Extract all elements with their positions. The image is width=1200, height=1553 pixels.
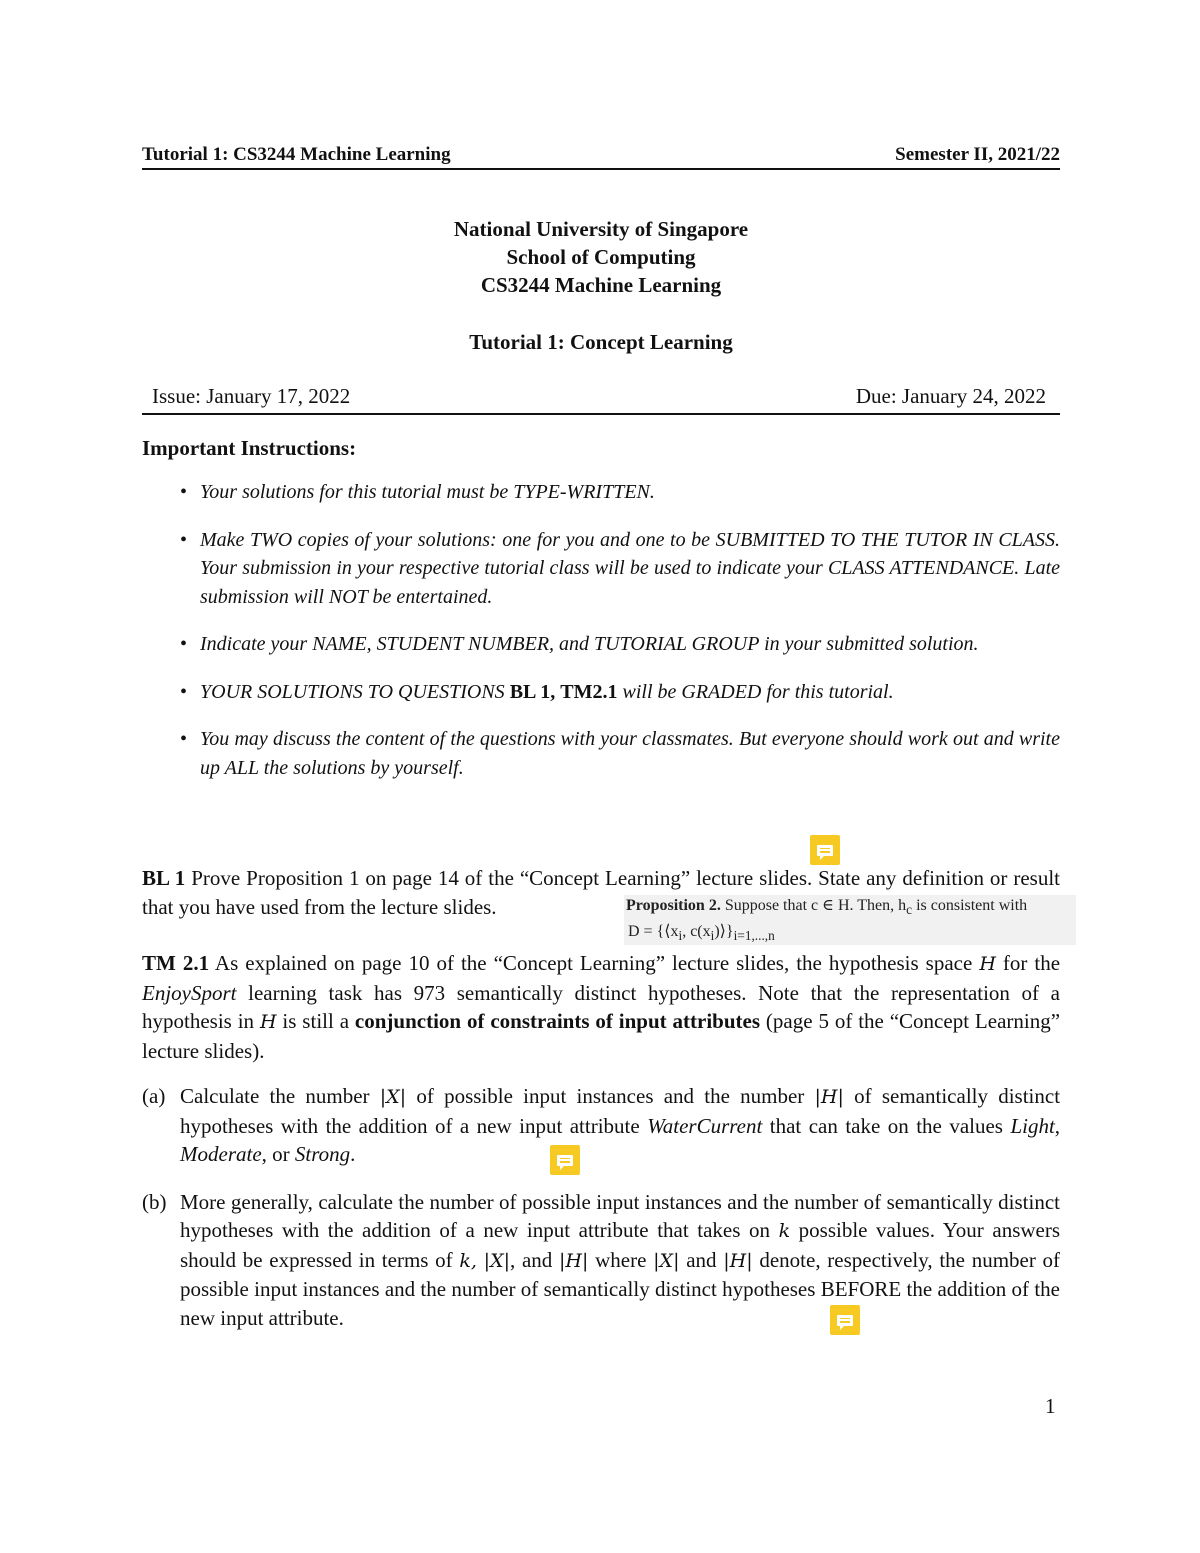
- bullet-icon: •: [180, 728, 188, 750]
- question-tm21: TM 2.1 As explained on page 10 of the “Concept Learning” lecture slides, the hypothesis space H for the EnjoySport learning task has 973 semantically distinct hypotheses. Note that the representation of a hypothesis in H is still a conjunction of constraints of input attributes (page 5 of the “Concept Learning” lecture slides).: [142, 951, 1061, 1063]
- instructions-list: [142, 478, 1060, 801]
- bullet-icon: •: [180, 680, 188, 703]
- graded-question-bl1: BL 1: [509, 680, 551, 703]
- header-left: Tutorial 1: CS3244 Machine Learning: [142, 144, 451, 165]
- instruction-item: • You may discuss the content of the questions with your classmates. But everyone should work out and write up ALL the solutions by yourself.: [142, 725, 1060, 782]
- running-header: [142, 140, 1060, 170]
- due-date: Due: January 24, 2022: [855, 384, 1046, 408]
- question-label: TM 2.1: [142, 951, 210, 975]
- question-label: BL 1: [142, 866, 186, 890]
- bullet-icon: •: [180, 481, 188, 503]
- subquestion-b: (b) More generally, calculate the number of possible input instances and the number of semantically distinct hypotheses with the addition of a new input attribute that takes on k possible values. Your answers should be expressed in terms of k, |X|, and |H| where |X| and |H| denote, respectively, the number of possible input instances and the number of semantically distinct hypotheses BEFORE the addition of the new input attribute.: [142, 1189, 1061, 1330]
- bullet-icon: •: [180, 633, 188, 655]
- course-name: CS3244 Machine Learning: [480, 273, 722, 297]
- instruction-item: • Indicate your NAME, STUDENT NUMBER, and TUTORIAL GROUP in your submitted solution.: [142, 630, 1060, 659]
- tutorial-title: Tutorial 1: Concept Learning: [469, 330, 733, 354]
- pasted-proposition-overlay: Proposition 2. Suppose that c ∈ H. Then, $h_c$ is consistent with $D = \{⟨x_i$, $c(x_i)⟩\}_{i=1,...,n}$: [624, 895, 1076, 945]
- bullet-icon: •: [180, 528, 188, 551]
- instructions-heading: Important Instructions:: [142, 436, 357, 460]
- page-number: 1: [1045, 1394, 1056, 1418]
- comment-note-icon[interactable]: [810, 835, 840, 865]
- instruction-item: • YOUR SOLUTIONS TO QUESTIONS BL 1, TM2.1 will be GRADED for this tutorial.: [142, 678, 1060, 707]
- issue-date: Issue: January 17, 2022: [152, 384, 351, 408]
- graded-question-tm21: TM2.1: [560, 680, 618, 703]
- header-right: Semester II, 2021/22: [895, 144, 1060, 165]
- school-name: School of Computing: [506, 245, 696, 269]
- comment-note-icon[interactable]: [550, 1145, 580, 1175]
- instruction-item: • Your solutions for this tutorial must be TYPE-WRITTEN.: [142, 478, 1060, 507]
- subquestion-list: [142, 1082, 1060, 1351]
- comment-note-icon[interactable]: [830, 1305, 860, 1335]
- date-row: [142, 384, 1060, 415]
- instruction-item: • Make TWO copies of your solutions: one for you and one to be SUBMITTED TO THE TUTOR IN CLASS. Your submission in your respective tutorial class will be used to indicate your CLASS ATTENDANCE. Late submission will NOT be entertained.: [142, 526, 1060, 612]
- question-text: Prove Proposition 1 on page 14 of the “Concept Learning” lecture slides. State any definition or result that you have used from the lecture slides.: [142, 866, 1061, 919]
- subquestion-a: (a) Calculate the number |X| of possible input instances and the number |H| of semantically distinct hypotheses with the addition of a new input attribute WaterCurrent that can take on the values Light, Moderate, or Strong.: [142, 1084, 1061, 1166]
- university-name: National University of Singapore: [453, 217, 749, 241]
